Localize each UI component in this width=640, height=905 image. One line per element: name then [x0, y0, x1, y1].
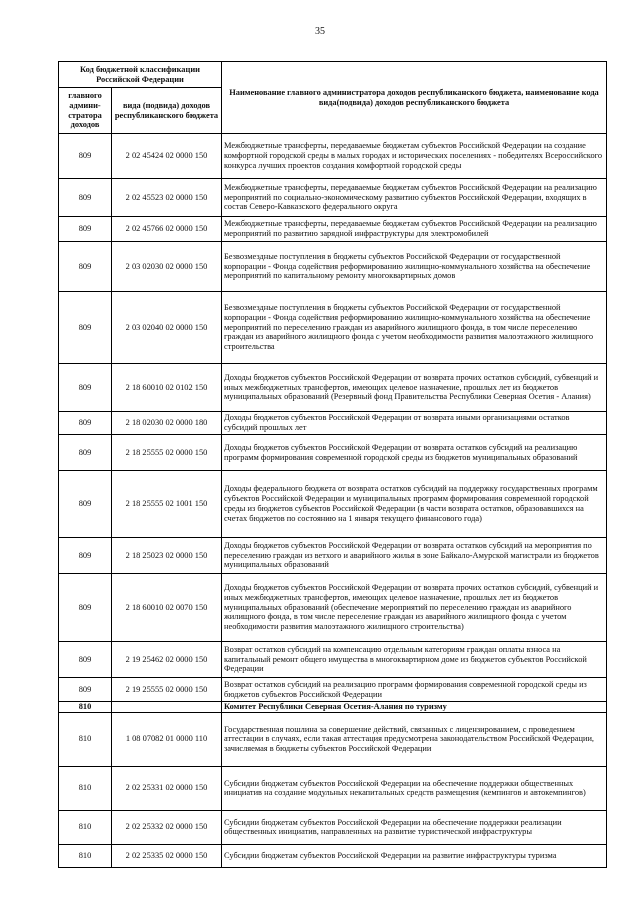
cell-admin: 809	[59, 242, 112, 292]
cell-name: Доходы бюджетов субъектов Российской Федерации от возврата иными организациями остатков субсидий прошлых лет	[222, 412, 607, 435]
table-row	[59, 217, 607, 242]
cell-admin: 810	[59, 702, 112, 713]
table-row	[59, 678, 607, 702]
cell-code: 2 18 25023 02 0000 150	[112, 538, 222, 574]
cell-admin: 810	[59, 844, 112, 867]
cell-code: 2 02 45766 02 0000 150	[112, 217, 222, 242]
cell-name: Доходы федерального бюджета от возврата остатков субсидий на поддержку государственных программ субъектов Российской Федерации и муниципальных программ формирования современной городской среды из бюджетов субъектов Российской Федерации (в части возврата остатков, образовавшихся на счетах бюджетов по состоянию на 1 января текущего финансового года)	[222, 471, 607, 538]
cell-admin: 809	[59, 292, 112, 364]
cell-code: 2 02 25335 02 0000 150	[112, 844, 222, 867]
page-number: 35	[315, 26, 325, 37]
cell-name: Доходы бюджетов субъектов Российской Федерации от возврата прочих остатков субсидий, субвенций и иных межбюджетных трансфертов, имеющих целевое назначение, прошлых лет из бюджетов муниципальных образований (Резервный фонд Правительства Республики Северная Осетия - Алания)	[222, 364, 607, 412]
cell-name: Субсидии бюджетам субъектов Российской Федерации на обеспечение поддержки реализации общественных инициатив, направленных на развитие туристической инфраструктуры	[222, 810, 607, 844]
table-row	[59, 712, 607, 766]
cell-name: Государственная пошлина за совершение действий, связанных с лицензированием, с проведением аттестации в случаях, если такая аттестация предусмотрена законодательством Российской Федерации, зачисляемая в бюджеты субъектов Российской Федерации	[222, 712, 607, 766]
cell-admin: 809	[59, 574, 112, 642]
cell-admin: 809	[59, 217, 112, 242]
cell-admin: 809	[59, 134, 112, 179]
cell-admin: 809	[59, 364, 112, 412]
table-row	[59, 810, 607, 844]
cell-admin: 810	[59, 810, 112, 844]
cell-code: 2 19 25462 02 0000 150	[112, 642, 222, 678]
table-row	[59, 702, 607, 713]
cell-admin: 809	[59, 412, 112, 435]
cell-code: 2 03 02040 02 0000 150	[112, 292, 222, 364]
cell-code: 2 19 25555 02 0000 150	[112, 678, 222, 702]
header-code: вида (подвида) доходов республиканского бюджета	[112, 88, 222, 134]
table-row	[59, 471, 607, 538]
table-row	[59, 538, 607, 574]
cell-admin: 809	[59, 642, 112, 678]
table-row	[59, 134, 607, 179]
cell-name: Безвозмездные поступления в бюджеты субъектов Российской Федерации от государственной корпорации - Фонда содействия реформированию жилищно-коммунального хозяйства на обеспечение мероприятий по капитальному ремонту многоквартирных домов	[222, 242, 607, 292]
cell-code: 2 03 02030 02 0000 150	[112, 242, 222, 292]
cell-code: 2 18 25555 02 1001 150	[112, 471, 222, 538]
cell-code: 2 02 45424 02 0000 150	[112, 134, 222, 179]
table-row	[59, 844, 607, 867]
cell-name: Субсидии бюджетам субъектов Российской Федерации на обеспечение поддержки общественных инициатив на создание модульных некапитальных средств размещения (кемпингов и автокемпингов)	[222, 766, 607, 810]
header-admin: главного админи-стратора доходов	[59, 88, 112, 134]
table-row	[59, 292, 607, 364]
cell-code: 2 18 60010 02 0070 150	[112, 574, 222, 642]
budget-classification-table	[58, 61, 607, 868]
table-row	[59, 412, 607, 435]
cell-admin: 810	[59, 766, 112, 810]
table-body	[59, 134, 607, 868]
cell-code	[112, 702, 222, 713]
cell-code: 2 02 25331 02 0000 150	[112, 766, 222, 810]
table-row	[59, 179, 607, 217]
cell-admin: 809	[59, 471, 112, 538]
cell-name: Безвозмездные поступления в бюджеты субъектов Российской Федерации от государственной корпорации - Фонда содействия реформированию жилищно-коммунального хозяйства на обеспечение мероприятий по переселению граждан из аварийного жилищного фонда, в том числе переселению граждан из аварийного жилищного фонда с учетом необходимости развития малоэтажного жилищного строительства	[222, 292, 607, 364]
cell-admin: 809	[59, 538, 112, 574]
cell-code: 2 02 45523 02 0000 150	[112, 179, 222, 217]
cell-name: Субсидии бюджетам субъектов Российской Федерации на развитие инфраструктуры туризма	[222, 844, 607, 867]
table-row	[59, 242, 607, 292]
cell-name: Межбюджетные трансферты, передаваемые бюджетам субъектов Российской Федерации на реализацию мероприятий по социально-экономическому развитию субъектов Российской Федерации, входящих в состав Северо-Кавказского федерального округа	[222, 179, 607, 217]
cell-admin: 809	[59, 678, 112, 702]
cell-name: Межбюджетные трансферты, передаваемые бюджетам субъектов Российской Федерации на реализацию мероприятий по развитию зарядной инфраструктуры для электромобилей	[222, 217, 607, 242]
cell-code: 2 02 25332 02 0000 150	[112, 810, 222, 844]
cell-name: Комитет Республики Северная Осетия-Алания по туризму	[222, 702, 607, 713]
cell-name: Межбюджетные трансферты, передаваемые бюджетам субъектов Российской Федерации на создание комфортной городской среды в малых городах и исторических поселениях - победителях Всероссийского конкурса лучших проектов создания комфортной городской среды	[222, 134, 607, 179]
cell-name: Доходы бюджетов субъектов Российской Федерации от возврата прочих остатков субсидий, субвенций и иных межбюджетных трансфертов, имеющих целевое назначение, прошлых лет из бюджетов муниципальных образований (обеспечение мероприятий по переселению граждан из аварийного жилищного фонда, в том числе переселение граждан из аварийного жилищного фонда с учетом необходимости развития малоэтажного жилищного строительства)	[222, 574, 607, 642]
cell-code: 2 18 02030 02 0000 180	[112, 412, 222, 435]
cell-name: Возврат остатков субсидий на реализацию программ формирования современной городской среды из бюджетов субъектов Российской Федерации	[222, 678, 607, 702]
cell-code: 2 18 25555 02 0000 150	[112, 435, 222, 471]
table-row	[59, 574, 607, 642]
table-row	[59, 766, 607, 810]
cell-name: Доходы бюджетов субъектов Российской Федерации от возврата остатков субсидий на мероприятия по переселению граждан из ветхого и аварийного жилья в зоне Байкало-Амурской магистрали из бюджетов муниципальных образований	[222, 538, 607, 574]
cell-name: Возврат остатков субсидий на компенсацию отдельным категориям граждан оплаты взноса на капитальный ремонт общего имущества в многоквартирном доме из бюджетов субъектов Российской Федерации	[222, 642, 607, 678]
table-row	[59, 364, 607, 412]
table-row	[59, 642, 607, 678]
table-row	[59, 435, 607, 471]
header-name: Наименование главного администратора доходов республиканского бюджета, наименование кода вида(подвида) доходов республиканского бюджета	[222, 62, 607, 134]
cell-name: Доходы бюджетов субъектов Российской Федерации от возврата остатков субсидий на реализацию программ формирования современной городской среды из бюджетов муниципальных образований	[222, 435, 607, 471]
cell-code: 2 18 60010 02 0102 150	[112, 364, 222, 412]
cell-admin: 809	[59, 435, 112, 471]
cell-code: 1 08 07082 01 0000 110	[112, 712, 222, 766]
cell-admin: 810	[59, 712, 112, 766]
cell-admin: 809	[59, 179, 112, 217]
header-classification-group: Код бюджетной классификации Российской Федерации	[59, 62, 222, 88]
